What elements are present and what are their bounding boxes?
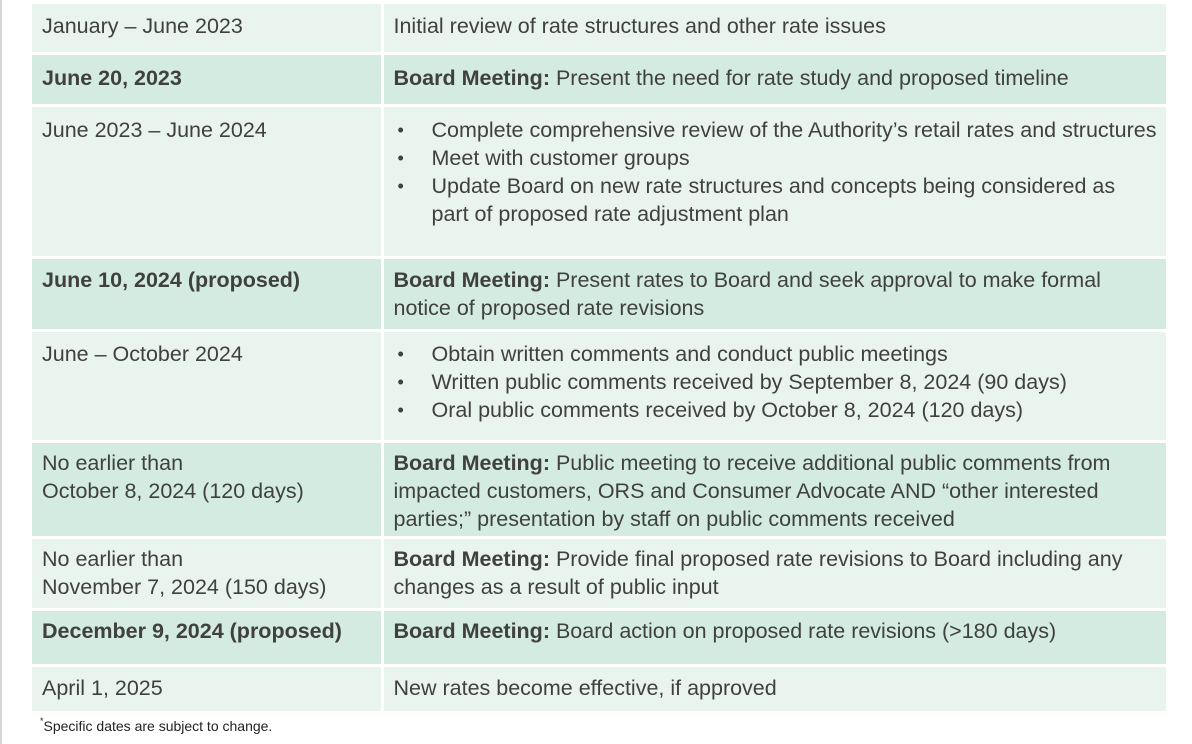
- activity-cell: [382, 4, 1166, 53]
- table-row: [32, 441, 1166, 537]
- activity-cell: [382, 330, 1166, 441]
- bullet-item: • Written public comments received by September 8, 2024 (90 days): [394, 368, 1159, 396]
- activity-text: Present the need for rate study and proposed timeline: [555, 65, 1069, 90]
- activity-text: New rates become effective, if approved: [393, 675, 777, 700]
- date-text: No earlier than: [42, 546, 184, 571]
- activity-cell: [382, 665, 1166, 712]
- bullet-item: • Obtain written comments and conduct public meetings: [394, 340, 1159, 368]
- activity-cell: [382, 609, 1166, 665]
- date-cell: [32, 53, 382, 105]
- date-cell: [32, 105, 382, 257]
- activity-cell: [382, 105, 1166, 257]
- activity-bullet-list: [394, 116, 1159, 228]
- date-cell: [32, 537, 382, 609]
- bullet-item: • Meet with customer groups: [394, 144, 1159, 172]
- table-row: [32, 330, 1166, 441]
- date-cell: [32, 609, 382, 665]
- date-cell: [32, 4, 382, 53]
- date-text: November 7, 2024 (150 days): [42, 574, 327, 599]
- board-meeting-label: Board Meeting:: [393, 267, 550, 292]
- activity-cell: [382, 257, 1166, 330]
- date-text: No earlier than: [42, 450, 184, 475]
- date-text: June 10, 2024 (proposed): [42, 267, 301, 292]
- date-text: June – October 2024: [42, 341, 243, 366]
- activity-text: Initial review of rate structures and other rate issues: [393, 14, 886, 38]
- date-text: April 1, 2025: [42, 675, 163, 700]
- board-meeting-label: Board Meeting:: [393, 450, 550, 475]
- table-row: [32, 105, 1166, 257]
- activity-cell: [382, 537, 1166, 609]
- activity-text: Public meeting to receive additional public comments from impacted customers, ORS and Consumer Advocate AND “other interested parties;” presentation by staff on public comments received: [393, 450, 1111, 531]
- activity-cell: [382, 53, 1166, 105]
- footnote-text: Specific dates are subject to change.: [43, 718, 273, 734]
- board-meeting-label: Board Meeting:: [393, 546, 550, 571]
- bullet-item: • Oral public comments received by October 8, 2024 (120 days): [394, 396, 1159, 424]
- table-row: [32, 609, 1166, 665]
- date-cell: [32, 257, 382, 330]
- date-text: June 2023 – June 2024: [42, 117, 267, 142]
- activity-cell: [382, 441, 1166, 537]
- left-border-rule: [0, 0, 2, 744]
- activity-text: Provide final proposed rate revisions to Board including any changes as a result of public input: [393, 546, 1123, 599]
- date-text: December 9, 2024 (proposed): [42, 618, 342, 643]
- board-meeting-label: Board Meeting:: [393, 65, 550, 90]
- table-row: [32, 537, 1166, 609]
- date-cell: [32, 441, 382, 537]
- activity-text: Board action on proposed rate revisions (>180 days): [555, 618, 1057, 643]
- date-text: January – June 2023: [42, 14, 243, 38]
- table-row: [32, 665, 1166, 712]
- table-row: [32, 53, 1166, 105]
- footnote-marker: *: [40, 716, 44, 726]
- date-cell: [32, 330, 382, 441]
- rate-study-timeline-table: [32, 4, 1166, 714]
- date-cell: [32, 665, 382, 712]
- table-row: [32, 257, 1166, 330]
- bullet-item: • Complete comprehensive review of the Authority’s retail rates and structures: [394, 116, 1159, 144]
- date-text: October 8, 2024 (120 days): [42, 478, 304, 503]
- activity-text: Present rates to Board and seek approval to make formal notice of proposed rate revisions: [393, 267, 1101, 320]
- footnote: [40, 718, 272, 734]
- activity-bullet-list: [394, 340, 1159, 424]
- timeline-table-container: [32, 4, 1166, 714]
- board-meeting-label: Board Meeting:: [393, 618, 550, 643]
- date-text: June 20, 2023: [42, 65, 182, 90]
- bullet-item: • Update Board on new rate structures and concepts being considered as part of proposed rate adjustment plan: [394, 172, 1159, 228]
- table-row: [32, 4, 1166, 53]
